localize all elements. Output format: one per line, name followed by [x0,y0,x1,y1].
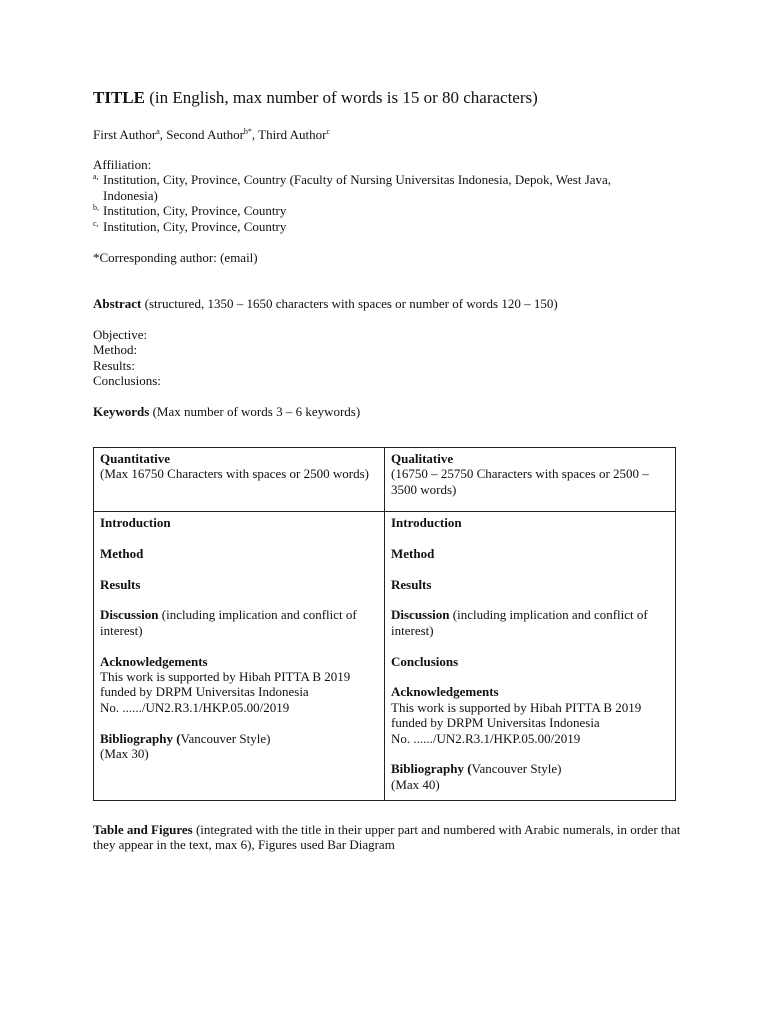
title-note: (in English, max number of words is 15 or 80 characters) [144,88,538,107]
affiliation-label: Affiliation: [93,157,152,172]
ack-line: This work is supported by Hibah PITTA B 2019 [391,699,642,715]
section-acknowledgements: Acknowledgements [100,653,208,669]
affiliation-marker: c, [93,218,99,228]
qualitative-title: Qualitative [391,451,454,466]
affiliation-block [93,157,683,234]
abstract-field: Objective: [93,327,148,342]
section-method: Method [391,545,435,561]
abstract-fields [93,327,161,389]
abstract-field: Conclusions: [93,373,161,389]
ack-line: funded by DRPM Universitas Indonesia [100,684,309,700]
section-method: Method [100,545,144,561]
table-header-row [94,448,676,512]
discussion-note: (including implication and conflict of interest) [391,607,648,638]
author-3-sup: c [326,127,330,136]
affiliation-text-cont: Indonesia) [103,187,158,203]
discussion-bold: Discussion [391,607,450,623]
title-bold: TITLE [93,88,145,107]
affiliation-text: Institution, City, Province, Country (Faculty of Nursing Universitas Indonesia, Depok, West Java, [103,172,612,188]
section-results: Results [391,576,432,592]
author-2: , Second Author [159,127,244,142]
abstract-field: Results: [93,357,135,373]
ack-line: No. ....../UN2.R3.1/HKP.05.00/2019 [391,730,581,746]
author-list [93,127,330,142]
affiliation-marker: b, [93,203,99,213]
bibliography-style: Vancouver Style) [180,730,271,746]
abstract-heading [93,296,558,311]
abstract-field: Method: [93,342,138,358]
affiliation-row [93,172,683,203]
discussion-note: (including implication and conflict of interest) [100,607,357,638]
bibliography-max: (Max 40) [391,776,440,792]
table-figures-text: (integrated with the title in their upper part and numbered with Arabic numerals, in order that they appear in the text, max 6), Figures used Bar Diagram [93,822,681,853]
author-3: , Third Author [251,127,327,142]
bibliography-bold: Bibliography ( [391,761,472,777]
bibliography-bold: Bibliography ( [100,730,181,746]
bibliography-max: (Max 30) [100,746,149,762]
bibliography-style: Vancouver Style) [471,761,562,777]
abstract-note: (structured, 1350 – 1650 characters with spaces or number of words 120 – 150) [141,296,558,311]
ack-line: This work is supported by Hibah PITTA B 2019 [100,669,351,684]
table-body-row [94,512,676,801]
section-introduction: Introduction [391,515,462,530]
discussion-bold: Discussion [100,607,159,623]
affiliation-row [93,219,683,234]
section-discussion [391,607,669,638]
author-1-sup: a [156,127,160,136]
ack-line: funded by DRPM Universitas Indonesia [391,715,600,731]
section-discussion [100,607,378,638]
quantitative-sections-cell [94,512,385,801]
qualitative-limit: (16750 – 25750 Characters with spaces or 2500 – 3500 words) [391,466,649,497]
section-conclusions: Conclusions [391,653,459,669]
corresponding-author: *Corresponding author: (email) [93,250,258,265]
section-acknowledgements: Acknowledgements [391,684,499,700]
keywords-heading [93,404,360,419]
keywords-bold: Keywords [93,404,150,419]
page-title [93,88,538,108]
qualitative-header-cell [385,448,676,512]
section-results: Results [100,576,141,592]
quantitative-limit: (Max 16750 Characters with spaces or 2500 words) [100,466,369,482]
affiliation-row [93,203,683,218]
affiliation-text: Institution, City, Province, Country [103,218,287,234]
table-figures-bold: Table and Figures [93,822,193,837]
section-bibliography [100,731,378,746]
ack-line: No. ....../UN2.R3.1/HKP.05.00/2019 [100,699,290,715]
structure-table [93,447,676,801]
section-bibliography [391,761,669,776]
table-figures-note [93,822,683,853]
keywords-note: (Max number of words 3 – 6 keywords) [149,404,361,419]
author-2-sup: b* [243,127,252,136]
qualitative-sections-cell [385,512,676,801]
affiliation-marker: a, [93,172,99,182]
author-1: First Author [93,127,157,142]
abstract-bold: Abstract [93,296,142,311]
section-introduction: Introduction [100,515,171,530]
quantitative-header-cell [94,448,385,512]
affiliation-text: Institution, City, Province, Country [103,203,287,219]
quantitative-title: Quantitative [100,451,171,466]
